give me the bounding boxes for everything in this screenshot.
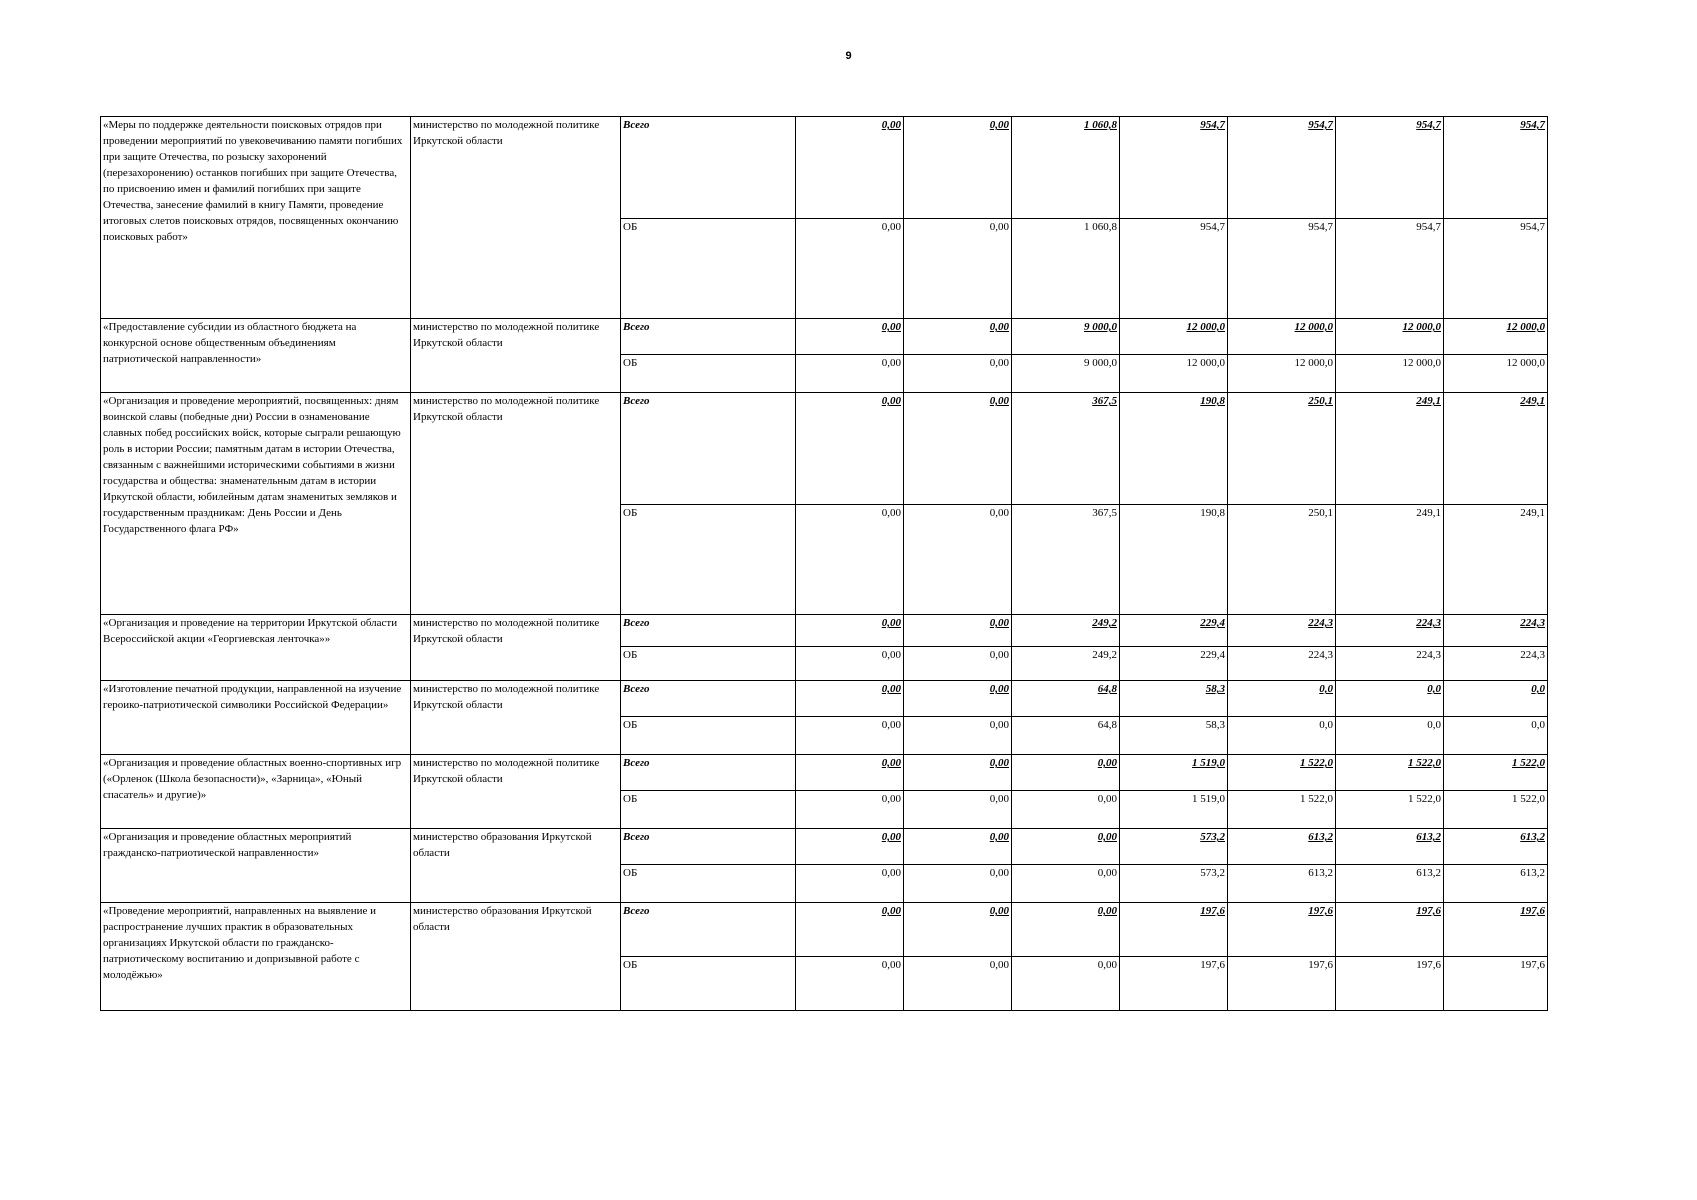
total-value: 0,00 xyxy=(904,319,1012,355)
total-value: 1 522,0 xyxy=(1444,755,1548,791)
funding-total-label: Всего xyxy=(621,903,796,957)
total-value: 0,0 xyxy=(1228,681,1336,717)
total-value: 954,7 xyxy=(1228,117,1336,219)
ob-value: 0,00 xyxy=(1012,791,1120,829)
ob-value: 0,00 xyxy=(796,219,904,319)
ob-value: 197,6 xyxy=(1444,957,1548,1011)
table-row-total xyxy=(101,319,1548,355)
funding-ob-label: ОБ xyxy=(621,505,796,615)
executor: министерство образования Иркутской области xyxy=(411,829,621,903)
executor: министерство по молодежной политике Иркутской области xyxy=(411,393,621,615)
total-value: 190,8 xyxy=(1120,393,1228,505)
ob-value: 0,00 xyxy=(904,219,1012,319)
ob-value: 249,1 xyxy=(1336,505,1444,615)
funding-total-label: Всего xyxy=(621,615,796,647)
total-value: 1 522,0 xyxy=(1336,755,1444,791)
event-description: «Организация и проведение на территории Иркутской области Всероссийской акции «Георгиевская ленточка»» xyxy=(101,615,411,681)
event-description: «Меры по поддержке деятельности поисковых отрядов при проведении мероприятий по увековечиванию памяти погибших при защите Отечества, по розыску захоронений (перезахоронению) останков погибших при защите Отечества, по присвоению имен и фамилий погибших при защите Отечества, занесение фамилий в книгу Памяти, проведение итоговых слетов поисковых отрядов, посвященных окончанию поисковых работ» xyxy=(101,117,411,319)
funding-ob-label: ОБ xyxy=(621,865,796,903)
ob-value: 954,7 xyxy=(1120,219,1228,319)
total-value: 0,00 xyxy=(1012,755,1120,791)
total-value: 0,00 xyxy=(1012,829,1120,865)
ob-value: 250,1 xyxy=(1228,505,1336,615)
ob-value: 0,00 xyxy=(904,717,1012,755)
executor: министерство по молодежной политике Иркутской области xyxy=(411,117,621,319)
ob-value: 613,2 xyxy=(1336,865,1444,903)
total-value: 954,7 xyxy=(1336,117,1444,219)
ob-value: 954,7 xyxy=(1336,219,1444,319)
total-value: 613,2 xyxy=(1444,829,1548,865)
ob-value: 0,00 xyxy=(796,505,904,615)
funding-ob-label: ОБ xyxy=(621,717,796,755)
ob-value: 0,00 xyxy=(796,957,904,1011)
funding-total-label: Всего xyxy=(621,393,796,505)
ob-value: 12 000,0 xyxy=(1444,355,1548,393)
ob-value: 1 519,0 xyxy=(1120,791,1228,829)
funding-ob-label: ОБ xyxy=(621,355,796,393)
ob-value: 613,2 xyxy=(1228,865,1336,903)
total-value: 229,4 xyxy=(1120,615,1228,647)
total-value: 0,00 xyxy=(904,117,1012,219)
ob-value: 1 522,0 xyxy=(1444,791,1548,829)
total-value: 249,1 xyxy=(1444,393,1548,505)
ob-value: 197,6 xyxy=(1120,957,1228,1011)
ob-value: 197,6 xyxy=(1336,957,1444,1011)
total-value: 367,5 xyxy=(1012,393,1120,505)
funding-total-label: Всего xyxy=(621,829,796,865)
funding-ob-label: ОБ xyxy=(621,219,796,319)
ob-value: 0,00 xyxy=(904,355,1012,393)
total-value: 0,00 xyxy=(796,393,904,505)
ob-value: 197,6 xyxy=(1228,957,1336,1011)
total-value: 197,6 xyxy=(1336,903,1444,957)
ob-value: 1 522,0 xyxy=(1336,791,1444,829)
ob-value: 0,00 xyxy=(796,355,904,393)
ob-value: 0,00 xyxy=(904,791,1012,829)
total-value: 12 000,0 xyxy=(1336,319,1444,355)
funding-total-label: Всего xyxy=(621,117,796,219)
executor: министерство по молодежной политике Иркутской области xyxy=(411,681,621,755)
ob-value: 0,00 xyxy=(904,957,1012,1011)
funding-total-label: Всего xyxy=(621,319,796,355)
total-value: 224,3 xyxy=(1444,615,1548,647)
total-value: 12 000,0 xyxy=(1228,319,1336,355)
event-description: «Организация и проведение областных военно-спортивных игр («Орленок (Школа безопасности)», «Зарница», «Юный спасатель» и другие)» xyxy=(101,755,411,829)
total-value: 0,00 xyxy=(904,615,1012,647)
ob-value: 58,3 xyxy=(1120,717,1228,755)
total-value: 12 000,0 xyxy=(1444,319,1548,355)
ob-value: 573,2 xyxy=(1120,865,1228,903)
ob-value: 224,3 xyxy=(1336,647,1444,681)
total-value: 613,2 xyxy=(1336,829,1444,865)
executor: министерство по молодежной политике Иркутской области xyxy=(411,615,621,681)
page-number: 9 xyxy=(845,50,852,62)
total-value: 9 000,0 xyxy=(1012,319,1120,355)
ob-value: 954,7 xyxy=(1228,219,1336,319)
ob-value: 1 522,0 xyxy=(1228,791,1336,829)
ob-value: 613,2 xyxy=(1444,865,1548,903)
total-value: 0,00 xyxy=(1012,903,1120,957)
total-value: 573,2 xyxy=(1120,829,1228,865)
ob-value: 0,00 xyxy=(796,865,904,903)
total-value: 0,00 xyxy=(904,903,1012,957)
table-row-total xyxy=(101,117,1548,219)
table-row-total xyxy=(101,755,1548,791)
ob-value: 12 000,0 xyxy=(1336,355,1444,393)
total-value: 224,3 xyxy=(1336,615,1444,647)
total-value: 613,2 xyxy=(1228,829,1336,865)
table-row-total xyxy=(101,681,1548,717)
total-value: 0,00 xyxy=(796,829,904,865)
ob-value: 12 000,0 xyxy=(1228,355,1336,393)
event-description: «Предоставление субсидии из областного бюджета на конкурсной основе общественным объединениям патриотической направленности» xyxy=(101,319,411,393)
total-value: 197,6 xyxy=(1444,903,1548,957)
total-value: 197,6 xyxy=(1120,903,1228,957)
total-value: 0,00 xyxy=(796,681,904,717)
total-value: 1 519,0 xyxy=(1120,755,1228,791)
event-description: «Организация и проведение мероприятий, посвященных: дням воинской славы (победные дни) России в ознаменование славных побед российских войск, которые сыграли решающую роль в истории России; памятным датам в истории Отечества, связанным с важнейшими историческими событиями в жизни государства и общества: знаменательным датам в истории Иркутской области, юбилейным датам знаменитых земляков и государственным праздникам: День России и День Государственного флага РФ» xyxy=(101,393,411,615)
ob-value: 0,00 xyxy=(904,647,1012,681)
ob-value: 1 060,8 xyxy=(1012,219,1120,319)
ob-value: 9 000,0 xyxy=(1012,355,1120,393)
funding-ob-label: ОБ xyxy=(621,957,796,1011)
ob-value: 954,7 xyxy=(1444,219,1548,319)
ob-value: 0,00 xyxy=(796,717,904,755)
total-value: 0,00 xyxy=(904,829,1012,865)
total-value: 0,00 xyxy=(796,117,904,219)
executor: министерство по молодежной политике Иркутской области xyxy=(411,319,621,393)
table-body xyxy=(101,117,1548,1011)
total-value: 1 060,8 xyxy=(1012,117,1120,219)
funding-ob-label: ОБ xyxy=(621,647,796,681)
total-value: 197,6 xyxy=(1228,903,1336,957)
total-value: 249,2 xyxy=(1012,615,1120,647)
total-value: 58,3 xyxy=(1120,681,1228,717)
total-value: 0,00 xyxy=(796,755,904,791)
ob-value: 0,00 xyxy=(796,647,904,681)
ob-value: 0,00 xyxy=(1012,957,1120,1011)
ob-value: 249,1 xyxy=(1444,505,1548,615)
total-value: 0,0 xyxy=(1336,681,1444,717)
funding-ob-label: ОБ xyxy=(621,791,796,829)
total-value: 12 000,0 xyxy=(1120,319,1228,355)
funding-total-label: Всего xyxy=(621,755,796,791)
ob-value: 0,0 xyxy=(1336,717,1444,755)
table-row-total xyxy=(101,903,1548,957)
total-value: 0,0 xyxy=(1444,681,1548,717)
event-description: «Проведение мероприятий, направленных на выявление и распространение лучших практик в образовательных организациях Иркутской области по гражданско-патриотическому воспитанию и допризывной работе с молодёжью» xyxy=(101,903,411,1011)
ob-value: 0,0 xyxy=(1228,717,1336,755)
total-value: 1 522,0 xyxy=(1228,755,1336,791)
ob-value: 0,00 xyxy=(904,505,1012,615)
ob-value: 249,2 xyxy=(1012,647,1120,681)
total-value: 0,00 xyxy=(904,681,1012,717)
total-value: 0,00 xyxy=(796,903,904,957)
total-value: 64,8 xyxy=(1012,681,1120,717)
ob-value: 0,0 xyxy=(1444,717,1548,755)
event-description: «Организация и проведение областных мероприятий гражданско-патриотической направленности» xyxy=(101,829,411,903)
funding-total-label: Всего xyxy=(621,681,796,717)
ob-value: 0,00 xyxy=(796,791,904,829)
table-row-total xyxy=(101,829,1548,865)
executor: министерство образования Иркутской области xyxy=(411,903,621,1011)
total-value: 224,3 xyxy=(1228,615,1336,647)
ob-value: 0,00 xyxy=(904,865,1012,903)
ob-value: 190,8 xyxy=(1120,505,1228,615)
total-value: 0,00 xyxy=(904,393,1012,505)
ob-value: 367,5 xyxy=(1012,505,1120,615)
budget-table xyxy=(100,116,1548,1011)
total-value: 0,00 xyxy=(796,319,904,355)
ob-value: 0,00 xyxy=(1012,865,1120,903)
total-value: 249,1 xyxy=(1336,393,1444,505)
ob-value: 64,8 xyxy=(1012,717,1120,755)
event-description: «Изготовление печатной продукции, направленной на изучение героико-патриотической символики Российской Федерации» xyxy=(101,681,411,755)
ob-value: 224,3 xyxy=(1228,647,1336,681)
table-row-total xyxy=(101,615,1548,647)
ob-value: 12 000,0 xyxy=(1120,355,1228,393)
total-value: 0,00 xyxy=(904,755,1012,791)
ob-value: 224,3 xyxy=(1444,647,1548,681)
total-value: 0,00 xyxy=(796,615,904,647)
table-row-total xyxy=(101,393,1548,505)
total-value: 954,7 xyxy=(1444,117,1548,219)
total-value: 954,7 xyxy=(1120,117,1228,219)
ob-value: 229,4 xyxy=(1120,647,1228,681)
executor: министерство по молодежной политике Иркутской области xyxy=(411,755,621,829)
total-value: 250,1 xyxy=(1228,393,1336,505)
